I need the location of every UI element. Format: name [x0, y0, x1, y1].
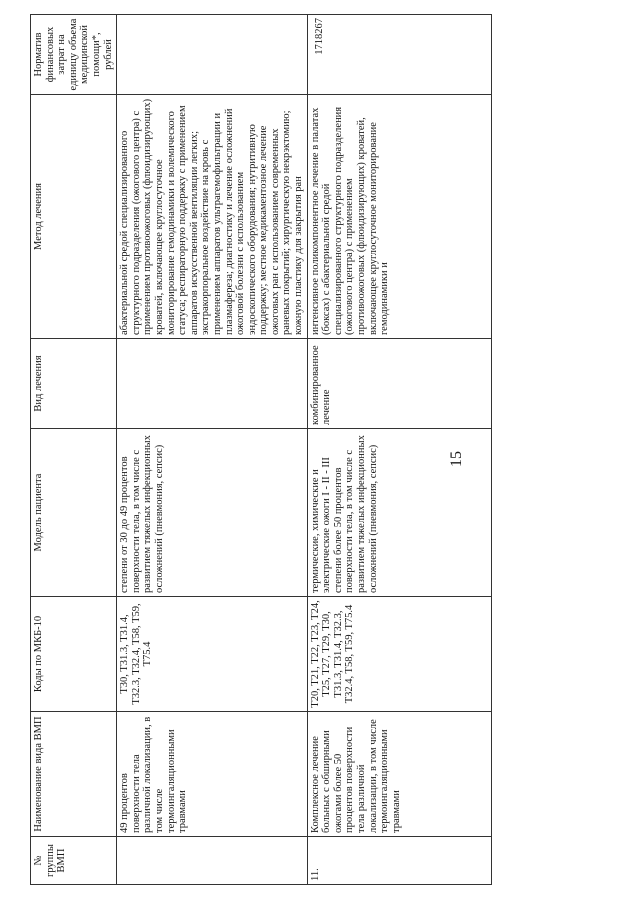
table-row [307, 15, 491, 885]
row-name: Комплексное лечение больных с обширными ожогами более 50 процентов поверхности тела различной локализации, в том числе термоингаляционными травмами [307, 712, 491, 837]
row-num [117, 837, 308, 885]
table-header-row [31, 15, 117, 885]
row-cost: 1718267 [307, 15, 491, 95]
row-num: 11. [307, 837, 491, 885]
row-model: степени от 30 до 49 процентов поверхности тела, в том числе с развитием тяжелых инфекционных осложнений (пневмония, сепсис) [117, 429, 308, 597]
vmp-table [30, 14, 492, 885]
header-model: Модель пациента [31, 429, 117, 597]
table-row [117, 15, 308, 885]
row-type: комбинированное лечение [307, 339, 491, 429]
row-model: термические, химические и электрические ожоги I - II - III степени более 50 процентов поверхности тела, в том числе с развитием тяжелых инфекционных осложнений (пневмония, сепсис) [307, 429, 491, 597]
row-codes: T30, T31.3, T31.4, T32.3, T32.4, T58, T59, T75.4 [117, 597, 308, 712]
row-name: 49 процентов поверхности тела различной локализации, в том числе термоингаляционными травмами [117, 712, 308, 837]
row-method: абактериальной средой специализированного структурного подразделения (ожогового центра) с применением противоожоговых (флюидизирующих) кроватей, включающее круглосуточное мониторирование гемодинамики и волемического статуса; респираторную поддержку с применением аппаратов искусственной вентиляции легких; экстракорпоральное воздействие на кровь с применением аппаратов ультрагемофильтрации и плазмафереза; диагностику и лечение осложнений ожоговой болезни с использованием эндоскопического оборудования; нутритивную поддержку; местное медикаментозное лечение ожоговых ран с использованием современных раневых покрытий; хирургическую некрэктомию; кожную пластику для закрытия ран [117, 95, 308, 339]
header-cost: Норматив финансовых затрат на единицу объема медицинской помощи*, рублей [31, 15, 117, 95]
header-name: Наименование вида ВМП [31, 712, 117, 837]
header-method: Метод лечения [31, 95, 117, 339]
header-num: № группы ВМП [31, 837, 117, 885]
row-cost [117, 15, 308, 95]
row-codes: T20, T21, T22, T23, T24, T25, T27, T29, T30, T31.3, T31.4, T32.3, T32.4, T58, T59, T75.4 [307, 597, 491, 712]
header-codes: Коды по МКБ-10 [31, 597, 117, 712]
row-type [117, 339, 308, 429]
page-number: 15 [448, 451, 465, 467]
header-type: Вид лечения [31, 339, 117, 429]
row-method: интенсивное поликомпонентное лечение в палатах (боксах) с абактериальной средой специализированного структурного подразделения (ожогового центра) с применением противоожоговых (флюидизирующих) кроватей, включающее круглосуточное мониторирование гемодинамики и [307, 95, 491, 339]
